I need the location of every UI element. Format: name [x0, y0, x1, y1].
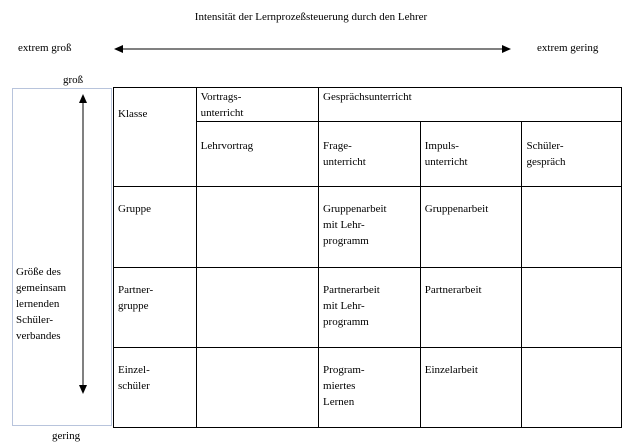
group-header-vortrag: Vortrags- unterricht — [196, 88, 318, 122]
table-cell — [196, 187, 318, 268]
table-cell — [196, 348, 318, 428]
row-label-gruppe: Gruppe — [114, 187, 197, 268]
side-label-box — [12, 88, 112, 426]
group-header-gespraech: Gesprächsunterricht — [319, 88, 622, 122]
axis-bottom-label: gering — [52, 430, 81, 442]
table-cell — [522, 268, 622, 348]
column-header-lehrvortrag: Lehrvortrag — [196, 122, 318, 187]
cell-partner-impuls: Partnerarbeit — [420, 268, 522, 348]
column-header-impuls: Impuls- unterricht — [420, 122, 522, 187]
side-label-line: verbandes — [16, 330, 61, 342]
row-label-partner: Partner- gruppe — [114, 268, 197, 348]
side-label — [16, 264, 66, 344]
column-header-schueler: Schüler- gespräch — [522, 122, 622, 187]
side-label-line: gemeinsam — [16, 282, 67, 294]
axis-top-label: groß — [63, 74, 84, 86]
table-cell — [196, 268, 318, 348]
cell-einzel-impuls: Einzelarbeit — [420, 348, 522, 428]
side-label-line: Größe des — [16, 266, 61, 278]
table-row — [114, 268, 622, 348]
cell-einzel-frage: Program- miertes Lernen — [319, 348, 421, 428]
extreme-low-label: extrem gering — [537, 42, 599, 54]
row-label-klasse: Klasse — [114, 88, 197, 187]
row-label-einzel: Einzel- schüler — [114, 348, 197, 428]
extreme-high-label: extrem groß — [18, 42, 72, 54]
column-header-frage: Frage- unterricht — [319, 122, 421, 187]
side-label-line: Schüler- — [16, 314, 54, 326]
side-label-line: lernenden — [16, 298, 60, 310]
table-cell — [522, 348, 622, 428]
classification-table — [113, 87, 622, 428]
table-cell — [522, 187, 622, 268]
cell-gruppe-impuls: Gruppenarbeit — [420, 187, 522, 268]
table-row — [114, 187, 622, 268]
cell-partner-frage: Partnerarbeit mit Lehr- programm — [319, 268, 421, 348]
table-row — [114, 88, 622, 122]
diagram-title: Intensität der Lernprozeßsteuerung durch den Lehrer — [194, 11, 428, 23]
cell-gruppe-frage: Gruppenarbeit mit Lehr- programm — [319, 187, 421, 268]
horizontal-double-arrow — [114, 45, 511, 53]
table-row — [114, 348, 622, 428]
